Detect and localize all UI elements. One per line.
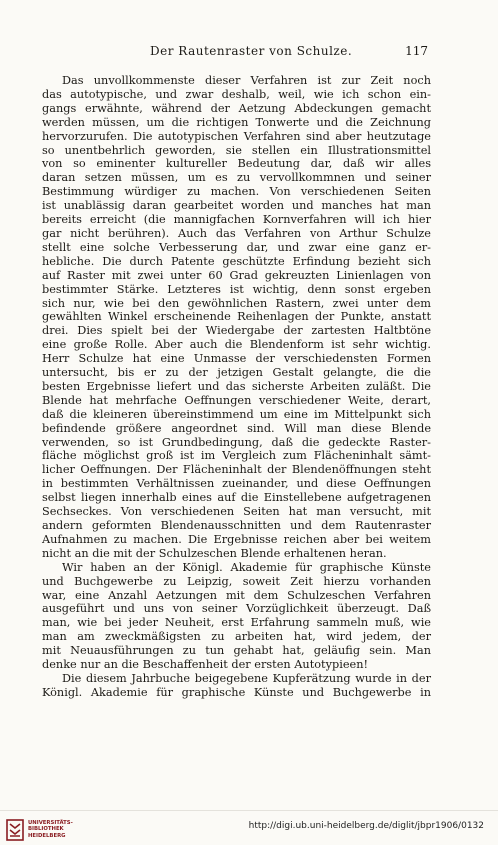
text-line: man am zweckmäßigsten zu arbeiten hat, wird jedem, der bbox=[42, 630, 431, 644]
text-line: Blende hat mehrfache Oeffnungen verschiedener Weite, derart, bbox=[42, 393, 431, 407]
running-title: Der Rautenraster von Schulze. bbox=[150, 44, 353, 58]
text-line: daß die kleineren übereinstimmend um eine im Mittelpunkt sich bbox=[42, 407, 431, 421]
page-header bbox=[40, 44, 428, 62]
text-line: verwenden, so ist Grundbedingung, daß die gedeckte Raster- bbox=[42, 435, 431, 449]
body-text bbox=[42, 74, 431, 700]
text-line: in bestimmten Verhältnissen zueinander, und diese Oeffnungen bbox=[42, 477, 431, 491]
text-line: Bestimmung würdiger zu machen. Von verschiedenen Seiten bbox=[42, 185, 431, 199]
text-line: Herr Schulze hat eine Unmasse der verschiedensten Formen bbox=[42, 352, 431, 366]
text-line: daran setzen müssen, um es zu vervollkommnen und seiner bbox=[42, 171, 431, 185]
text-line: nicht an die mit der Schulzeschen Blende erhaltenen heran. bbox=[42, 546, 387, 560]
text-line: Das unvollkommenste dieser Verfahren ist zur Zeit noch bbox=[62, 74, 431, 87]
text-line: mit Neuausführungen zu tun gehabt hat, geläufig sein. Man bbox=[42, 644, 431, 658]
library-logo[interactable] bbox=[6, 817, 76, 843]
library-logo-icon bbox=[6, 819, 24, 841]
text-line: Sechseckes. Von verschiedenen Seiten hat man versucht, mit bbox=[42, 505, 431, 519]
text-line: untersucht, bis er zu der jetzigen Gestalt gelangte, die die bbox=[42, 366, 431, 380]
text-line: stellt eine solche Verbesserung dar, und zwar eine ganz er- bbox=[42, 240, 431, 254]
logo-line-3: HEIDELBERG bbox=[28, 832, 66, 839]
text-line: Wir haben an der Königl. Akademie für graphische Künste bbox=[62, 560, 431, 574]
text-line: besten Ergebnisse liefert und das sicherste Arbeiten zuläßt. Die bbox=[42, 379, 431, 393]
text-line: selbst liegen innerhalb eines auf die Einstellebene aufgetragenen bbox=[42, 491, 431, 505]
text-line: das autotypische, und zwar deshalb, weil, wie ich schon ein- bbox=[42, 87, 431, 101]
text-line: ist unablässig daran gearbeitet worden und manches hat man bbox=[42, 199, 431, 213]
text-line: denke nur an die Beschaffenheit der ersten Autotypieen! bbox=[42, 658, 369, 672]
logo-line-2: BIBLIOTHEK bbox=[28, 826, 64, 833]
text-line: gewählten Winkel erscheinende Reihenlagen der Punkte, anstatt bbox=[42, 310, 431, 324]
text-line: Aufnahmen zu machen. Die Ergebnisse reichen aber bei weitem bbox=[42, 532, 431, 546]
permalink-url[interactable]: http://digi.ub.uni-heidelberg.de/diglit/jbpr1906/0132 bbox=[248, 821, 484, 831]
text-line: war, eine Anzahl Aetzungen mit dem Schulzeschen Verfahren bbox=[42, 588, 431, 602]
text-line: andern geformten Blendenausschnitten und dem Rautenraster bbox=[42, 519, 431, 532]
text-line: eine große Rolle. Aber auch die Blendenform ist sehr wichtig. bbox=[42, 338, 431, 352]
text-line: befindende größere angeordnet sind. Will man diese Blende bbox=[42, 421, 431, 435]
footer-bar bbox=[0, 810, 498, 845]
text-line: werden müssen, um die richtigen Tonwerte und die Zeichnung bbox=[42, 115, 431, 129]
text-line: bereits erreicht (die mannigfachen Kornverfahren will ich hier bbox=[42, 213, 431, 227]
text-line: gangs erwähnte, während der Aetzung Abdeckungen gemacht bbox=[42, 101, 431, 115]
text-line: hervorzurufen. Die autotypischen Verfahren sind aber heutzutage bbox=[42, 129, 431, 143]
library-logo-text bbox=[28, 820, 73, 839]
logo-line-1: UNIVERSITÄTS- bbox=[28, 820, 73, 826]
text-line: auf Raster mit zwei unter 60 Grad gekreuzten Linienlagen von bbox=[42, 268, 431, 282]
text-line: und Buchgewerbe zu Leipzig, soweit Zeit hierzu vorhanden bbox=[42, 574, 431, 588]
text-line: drei. Dies spielt bei der Wiedergabe der zartesten Haltbtöne bbox=[42, 324, 431, 338]
text-line: gar nicht berühren). Auch das Verfahren von Arthur Schulze bbox=[42, 226, 431, 240]
text-line: so unentbehrlich geworden, sie stellen ein Illustrationsmittel bbox=[42, 143, 431, 157]
text-line: bestimmter Stärke. Letzteres ist wichtig, denn sonst ergeben bbox=[42, 282, 431, 296]
page-number: 117 bbox=[405, 44, 428, 58]
text-line: Königl. Akademie für graphische Künste und Buchgewerbe in bbox=[42, 685, 431, 699]
text-line: ausgeführt und uns von seiner Vorzüglichkeit überzeugt. Daß bbox=[42, 602, 431, 616]
text-line: Die diesem Jahrbuche beigegebene Kupferätzung wurde in der bbox=[62, 671, 431, 685]
text-line: man, wie bei jeder Neuheit, erst Erfahrung sammeln muß, wie bbox=[42, 616, 431, 630]
text-line: licher Oeffnungen. Der Flächeninhalt der Blendenöffnungen steht bbox=[42, 463, 431, 477]
text-line: hebliche. Die durch Patente geschützte Erfindung bezieht sich bbox=[42, 254, 431, 268]
text-line: von so eminenter kultureller Bedeutung dar, daß wir alles bbox=[42, 157, 431, 171]
text-line: fläche möglichst groß ist im Vergleich zum Flächeninhalt sämt- bbox=[42, 449, 431, 463]
text-line: sich nur, wie bei den gewöhnlichen Rastern, zwei unter dem bbox=[42, 296, 431, 310]
